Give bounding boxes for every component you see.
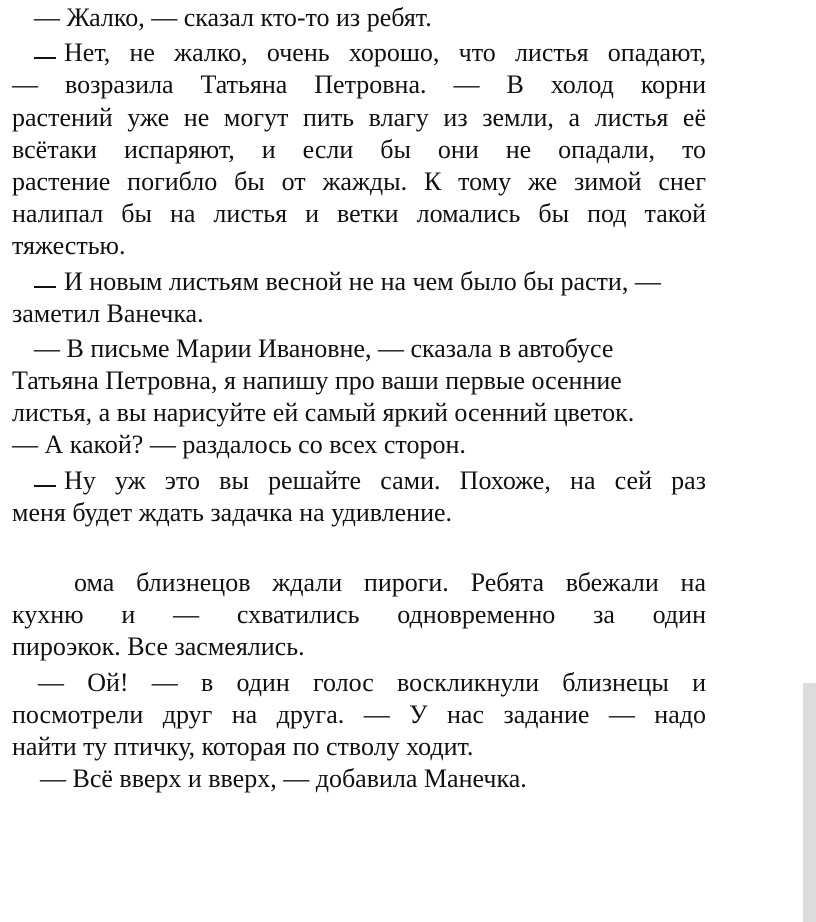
- text-line: меня будет ждать задачка на удивление.: [12, 497, 453, 527]
- text-line: Ну уж это вы решайте сами. Похоже, на сей раз: [64, 465, 706, 495]
- text-line: Нет, не жалко, очень хорошо, что листья опадают,: [64, 38, 706, 68]
- paragraph-7: [12, 667, 706, 764]
- text-line: — Всё вверх и вверх, — добавила Манечка.: [40, 764, 527, 794]
- text-line: посмотрели друг на друга. — У нас задание — надо: [12, 699, 706, 729]
- paragraph-6: [12, 567, 706, 664]
- text-line: кухню и — схватились одновременно за один: [12, 600, 706, 630]
- document-page: [12, 0, 706, 795]
- scrollbar-thumb[interactable]: [803, 683, 816, 922]
- text-line: — В письме Марии Ивановне, — сказала в автобусе: [34, 333, 614, 363]
- text-line: — Жалко, — сказал кто-то из ребят.: [34, 3, 432, 32]
- text-line: Татьяна Петровна, я напишу про ваши первые осенние: [12, 366, 622, 396]
- text-line: растение погибло бы от жажды. К тому же зимой снег: [12, 166, 706, 196]
- dialogue-dash: [34, 57, 56, 59]
- text-line: заметил Ванечка.: [12, 298, 204, 328]
- text-line: листья, а вы нарисуйте ей самый яркий осенний цветок.: [12, 398, 635, 428]
- text-line: — возразила Татьяна Петровна. — В холод корни: [12, 70, 706, 100]
- text-line: налипал бы на листья и ветки ломались бы под такой: [12, 199, 706, 229]
- text-line: пироэкок. Все засмеялись.: [12, 632, 305, 662]
- paragraph-8: [12, 763, 706, 795]
- text-line: найти ту птичку, которая по стволу ходит.: [12, 731, 474, 761]
- paragraph-3: [12, 266, 706, 330]
- paragraph-2: [12, 37, 706, 262]
- text-line: — А какой? — раздалось со всех сторон.: [12, 430, 466, 460]
- text-line: ома близнецов ждали пироги. Ребята вбежали на: [74, 568, 706, 597]
- dialogue-dash: [34, 485, 56, 487]
- text-line: тяжестью.: [12, 231, 126, 261]
- paragraph-4: [12, 333, 706, 462]
- text-line: растений уже не могут пить влагу из земли, а листья её: [12, 102, 706, 132]
- text-line: И новым листьям весной не на чем было бы расти, —: [64, 266, 661, 296]
- paragraph-5: [12, 465, 706, 529]
- paragraph-1: [12, 0, 706, 34]
- text-line: всётаки испаряют, и если бы они не опадали, то: [12, 134, 706, 164]
- text-line: — Ой! — в один голос воскликнули близнецы и: [38, 667, 706, 697]
- dialogue-dash: [34, 286, 56, 288]
